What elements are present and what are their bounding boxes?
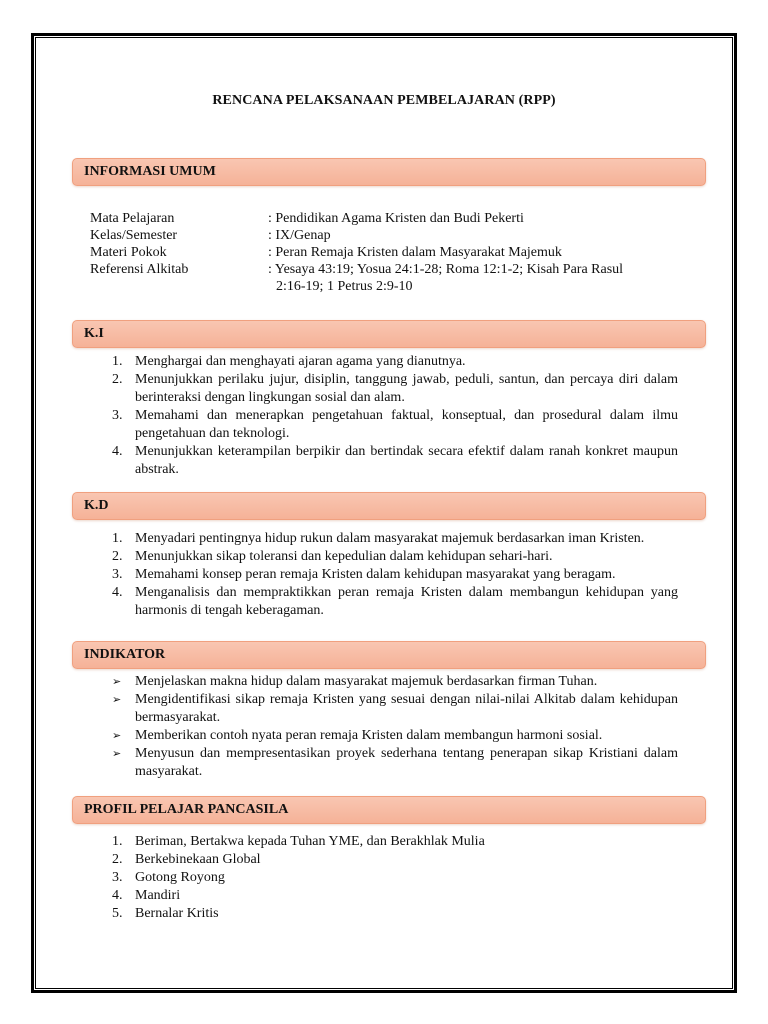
info-value: : Pendidikan Agama Kristen dan Budi Pekerti <box>268 211 524 226</box>
list-item <box>112 905 678 923</box>
info-key: Referensi Alkitab <box>90 262 189 277</box>
list-item <box>112 443 678 479</box>
list-text: Menjelaskan makna hidup dalam masyarakat majemuk berdasarkan firman Tuhan. <box>135 674 598 689</box>
list-number: 3. <box>112 408 123 423</box>
list-text: Menghargai dan menghayati ajaran agama yang dianutnya. <box>135 354 466 369</box>
list-text: Memberikan contoh nyata peran remaja Kristen dalam membangun harmoni sosial. <box>135 728 603 743</box>
list-number: 1. <box>112 531 123 546</box>
info-value: : Peran Remaja Kristen dalam Masyarakat Majemuk <box>268 245 562 260</box>
list-item <box>112 407 678 443</box>
section-header-informasi-umum: INFORMASI UMUM <box>72 158 706 186</box>
list-text: Menunjukkan keterampilan berpikir dan bertindak secara efektif dalam ranah konkret maupun abstrak. <box>135 444 678 477</box>
info-value: : Yesaya 43:19; Yosua 24:1-28; Roma 12:1-2; Kisah Para Rasul <box>268 262 624 277</box>
list-text: Mandiri <box>135 888 181 903</box>
info-value: : IX/Genap <box>268 228 331 243</box>
arrow-bullet-icon: ➢ <box>112 729 122 742</box>
list-number: 2. <box>112 852 123 867</box>
list-text: Menganalisis dan mempraktikkan peran remaja Kristen dalam membangun kehidupan yang harmonis di tengah keberagaman. <box>135 585 678 618</box>
list-item <box>112 673 678 691</box>
list-number: 1. <box>112 834 123 849</box>
list-text: Memahami dan menerapkan pengetahuan faktual, konseptual, dan prosedural dalam ilmu pengetahuan dan teknologi. <box>135 408 678 441</box>
indikator-list <box>112 673 678 781</box>
section-header-kd: K.D <box>72 492 706 520</box>
list-item <box>112 530 678 548</box>
section-header-ki: K.I <box>72 320 706 348</box>
list-number: 3. <box>112 870 123 885</box>
list-text: Mengidentifikasi sikap remaja Kristen yang sesuai dengan nilai-nilai Alkitab dalam kehidupan bermasyarakat. <box>135 692 678 725</box>
list-number: 2. <box>112 372 123 387</box>
list-number: 4. <box>112 444 123 459</box>
info-row <box>90 210 690 227</box>
info-key: Kelas/Semester <box>90 228 178 243</box>
list-text: Menunjukkan perilaku jujur, disiplin, tanggung jawab, peduli, santun, dan percaya diri dalam berinteraksi dengan lingkungan sosial dan alam. <box>135 372 678 405</box>
list-item <box>112 869 678 887</box>
list-text: Menyusun dan mempresentasikan proyek sederhana tentang penerapan sikap Kristiani dalam masyarakat. <box>135 746 678 779</box>
arrow-bullet-icon: ➢ <box>112 693 122 706</box>
list-text: Beriman, Bertakwa kepada Tuhan YME, dan Berakhlak Mulia <box>135 834 485 849</box>
info-value-multiline <box>268 261 690 295</box>
list-item <box>112 584 678 620</box>
list-text: Menunjukkan sikap toleransi dan kepedulian dalam kehidupan sehari-hari. <box>135 549 553 564</box>
list-number: 5. <box>112 906 123 921</box>
list-item <box>112 691 678 727</box>
arrow-bullet-icon: ➢ <box>112 675 122 688</box>
list-item <box>112 887 678 905</box>
list-item <box>112 833 678 851</box>
list-text: Bernalar Kritis <box>135 906 219 921</box>
info-value-continuation: 2:16-19; 1 Petrus 2:9-10 <box>276 279 413 294</box>
kd-list <box>112 530 678 620</box>
profil-list <box>112 833 678 923</box>
list-item <box>112 727 678 745</box>
section-header-indikator: INDIKATOR <box>72 641 706 669</box>
info-row <box>90 261 690 295</box>
list-item <box>112 566 678 584</box>
ki-list <box>112 353 678 479</box>
list-text: Berkebinekaan Global <box>135 852 261 867</box>
info-row <box>90 244 690 261</box>
list-number: 3. <box>112 567 123 582</box>
info-key: Mata Pelajaran <box>90 211 175 226</box>
list-item <box>112 371 678 407</box>
list-item <box>112 745 678 781</box>
list-item <box>112 851 678 869</box>
list-number: 4. <box>112 888 123 903</box>
list-number: 2. <box>112 549 123 564</box>
document-title: RENCANA PELAKSANAAN PEMBELAJARAN (RPP) <box>212 93 556 108</box>
list-text: Menyadari pentingnya hidup rukun dalam masyarakat majemuk berdasarkan iman Kristen. <box>135 531 645 546</box>
list-item <box>112 548 678 566</box>
list-number: 1. <box>112 354 123 369</box>
info-row <box>90 227 690 244</box>
list-number: 4. <box>112 585 123 600</box>
list-item <box>112 353 678 371</box>
section-header-profil-pelajar-pancasila: PROFIL PELAJAR PANCASILA <box>72 796 706 824</box>
info-key: Materi Pokok <box>90 245 167 260</box>
arrow-bullet-icon: ➢ <box>112 747 122 760</box>
list-text: Gotong Royong <box>135 870 225 885</box>
list-text: Memahami konsep peran remaja Kristen dalam kehidupan masyarakat yang beragam. <box>135 567 616 582</box>
informasi-umum-table <box>90 210 690 295</box>
